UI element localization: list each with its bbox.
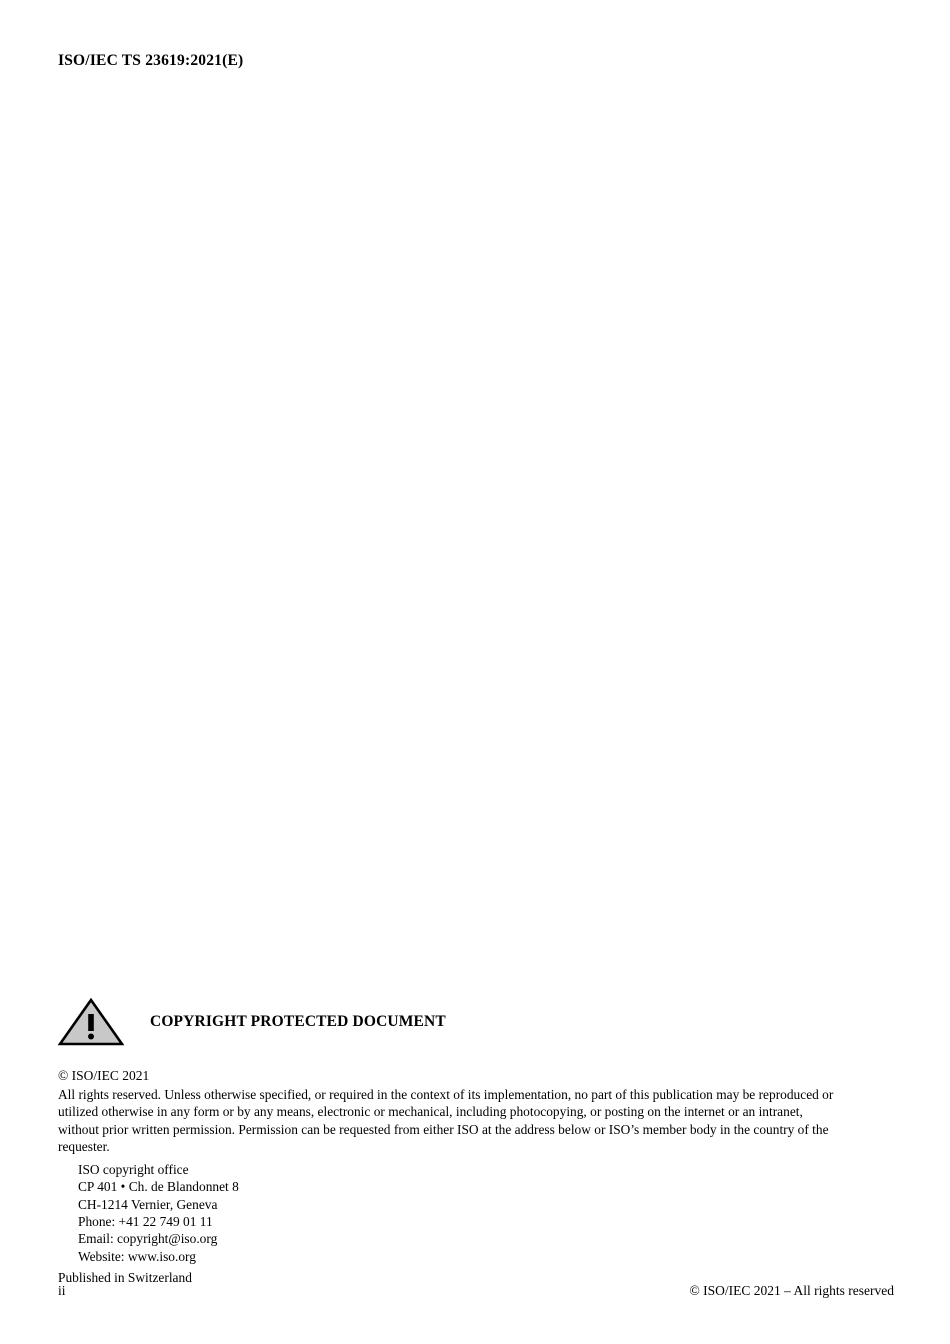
copyright-title-row: [58, 996, 848, 1048]
page-number: ii: [58, 1283, 66, 1298]
address-line: CH-1214 Vernier, Geneva: [78, 1196, 218, 1212]
address-line-email: Email: copyright@iso.org: [78, 1231, 218, 1247]
footer-rights-text: © ISO/IEC 2021 – All rights reserved: [689, 1283, 894, 1298]
warning-triangle-icon: [58, 998, 124, 1046]
address-line: CP 401 • Ch. de Blandonnet 8: [78, 1179, 239, 1195]
copyright-title: COPYRIGHT PROTECTED DOCUMENT: [150, 1013, 446, 1030]
address-line: ISO copyright office: [78, 1161, 189, 1177]
document-standard-reference: ISO/IEC TS 23619:2021(E): [58, 52, 244, 69]
copyright-office-address: [78, 1161, 848, 1266]
copyright-notice-text: All rights reserved. Unless otherwise specified, or required in the context of its implementation, no part of this publication may be reproduced or utilized otherwise in any form or by any means, electronic or mechanical, including photocopying, or posting on the internet or an intranet, without prior written permission. Permission can be requested from either ISO at the address below or ISO’s member body in the country of the requester.: [58, 1087, 834, 1155]
copyright-year: © ISO/IEC 2021: [58, 1068, 150, 1083]
address-line-phone: Phone: +41 22 749 01 11: [78, 1213, 213, 1229]
published-in-text: Published in Switzerland: [58, 1270, 192, 1286]
copyright-protected-block: [58, 996, 848, 1286]
address-line-website: Website: www.iso.org: [78, 1248, 196, 1264]
